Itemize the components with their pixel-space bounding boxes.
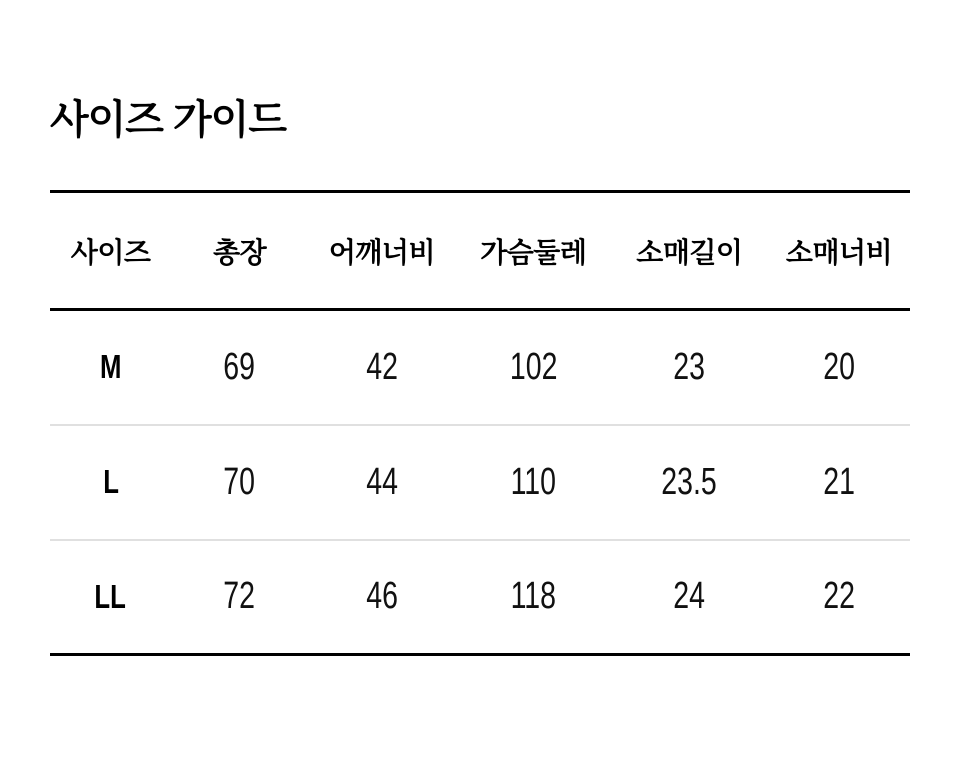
column-header-total-length: 총장 (171, 192, 308, 310)
value-cell (308, 310, 456, 425)
value-cell (171, 310, 308, 425)
value-cell (171, 425, 308, 540)
table-row-m (50, 310, 910, 425)
cell-value: 102 (509, 345, 558, 388)
cell-value: 69 (223, 345, 256, 388)
cell-value: 70 (223, 460, 256, 503)
page-title: 사이즈 가이드 (50, 98, 286, 142)
value-cell (308, 540, 456, 655)
value-cell (768, 310, 910, 425)
size-label: LL (94, 577, 127, 615)
size-cell (50, 425, 171, 540)
column-header-sleeve-width: 소매너비 (768, 192, 910, 310)
value-cell (456, 540, 611, 655)
cell-value: 42 (366, 345, 398, 388)
value-cell (768, 425, 910, 540)
size-guide-table (50, 190, 910, 656)
cell-value: 46 (366, 575, 398, 618)
size-cell (50, 540, 171, 655)
value-cell (611, 425, 768, 540)
value-cell (456, 310, 611, 425)
size-label: M (99, 348, 122, 386)
cell-value: 44 (366, 460, 398, 503)
value-cell (171, 540, 308, 655)
value-cell (611, 310, 768, 425)
cell-value: 24 (673, 575, 706, 618)
table-header-row (50, 192, 910, 310)
value-cell (308, 425, 456, 540)
value-cell (768, 540, 910, 655)
value-cell (611, 540, 768, 655)
cell-value: 110 (510, 460, 557, 503)
cell-value: 23 (673, 345, 706, 388)
table-header (50, 192, 910, 310)
size-label: L (102, 463, 119, 500)
cell-value: 20 (823, 345, 855, 388)
column-header-chest: 가슴둘레 (456, 192, 611, 310)
cell-value: 118 (510, 575, 557, 618)
cell-value: 23.5 (661, 460, 718, 503)
value-cell (456, 425, 611, 540)
table-body (50, 310, 910, 655)
size-cell (50, 310, 171, 425)
column-header-size: 사이즈 (50, 192, 171, 310)
column-header-shoulder-width: 어깨너비 (308, 192, 456, 310)
cell-value: 22 (823, 575, 855, 618)
cell-value: 21 (823, 460, 855, 503)
cell-value: 72 (223, 575, 256, 618)
column-header-sleeve-length: 소매길이 (611, 192, 768, 310)
table-row-l (50, 425, 910, 540)
table-row-ll (50, 540, 910, 655)
